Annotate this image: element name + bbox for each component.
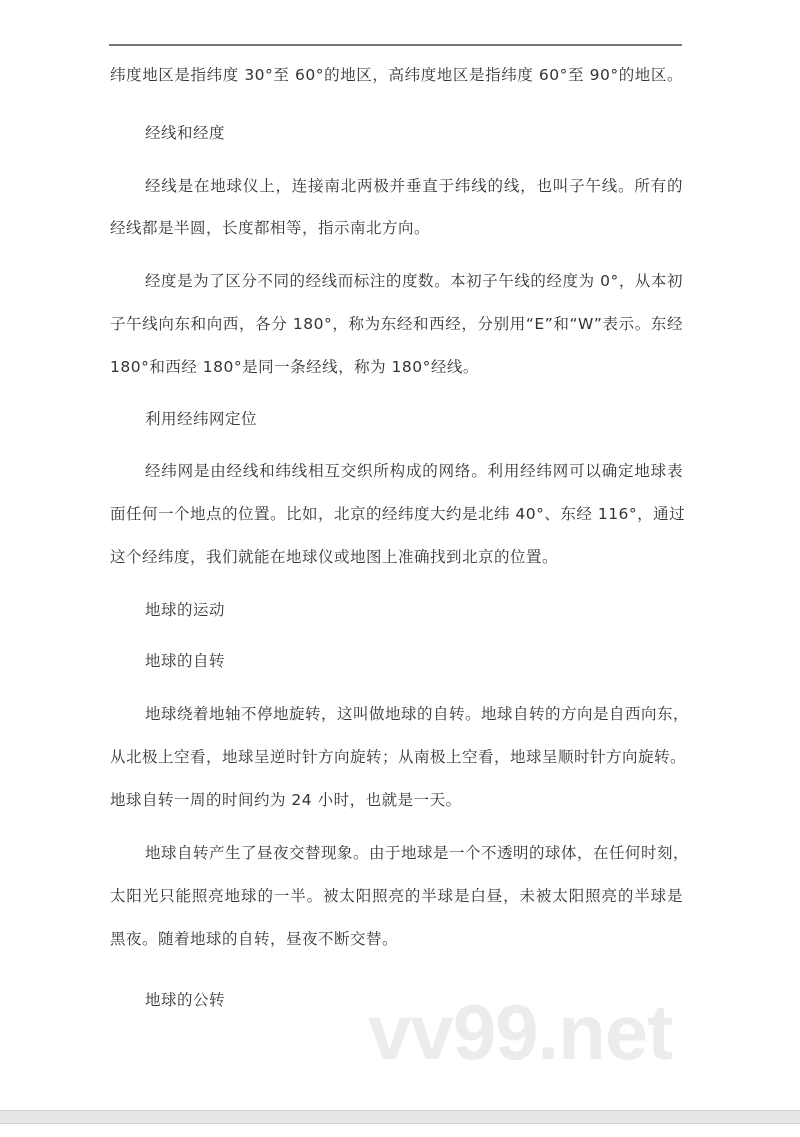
paragraph-line: 180°和西经 180°是同一条经线，称为 180°经线。 — [110, 358, 479, 376]
paragraph-line: 经纬网是由经线和纬线相互交织所构成的网络。利用经纬网可以确定地球表 — [145, 462, 683, 480]
section-heading: 地球的公转 — [145, 991, 226, 1009]
paragraph-line: 面任何一个地点的位置。比如，北京的经纬度大约是北纬 40°、东经 116°，通过 — [110, 505, 686, 523]
paragraph-line: 地球绕着地轴不停地旋转，这叫做地球的自转。地球自转的方向是自西向东， — [145, 705, 690, 723]
paragraph-line: 经度是为了区分不同的经线而标注的度数。本初子午线的经度为 0°，从本初 — [145, 272, 683, 290]
section-heading: 利用经纬网定位 — [145, 410, 258, 428]
paragraph-line: 地球自转一周的时间约为 24 小时，也就是一天。 — [110, 791, 462, 809]
header-rule — [109, 44, 682, 46]
section-heading: 地球的运动 — [145, 601, 226, 619]
paragraph-line: 太阳光只能照亮地球的一半。被太阳照亮的半球是白昼，未被太阳照亮的半球是 — [110, 887, 683, 905]
section-heading: 地球的自转 — [145, 652, 226, 670]
paragraph-line: 子午线向东和向西，各分 180°，称为东经和西经，分别用“E”和“W”表示。东经 — [110, 315, 683, 333]
paragraph-line: 经线都是半圆，长度都相等，指示南北方向。 — [110, 219, 431, 237]
paragraph-line: 纬度地区是指纬度 30°至 60°的地区，高纬度地区是指纬度 60°至 90°的地区。 — [110, 66, 683, 84]
paragraph-line: 从北极上空看，地球呈逆时针方向旋转；从南极上空看，地球呈顺时针方向旋转。 — [110, 748, 687, 766]
watermark: vv99.net — [368, 988, 673, 1076]
paragraph-line: 黑夜。随着地球的自转，昼夜不断交替。 — [110, 930, 399, 948]
paragraph-line: 这个经纬度，我们就能在地球仪或地图上准确找到北京的位置。 — [110, 548, 559, 566]
page-separator — [0, 1110, 800, 1124]
paragraph-line: 经线是在地球仪上，连接南北两极并垂直于纬线的线，也叫子午线。所有的 — [145, 177, 683, 195]
section-heading: 经线和经度 — [145, 124, 226, 142]
paragraph-line: 地球自转产生了昼夜交替现象。由于地球是一个不透明的球体，在任何时刻， — [145, 844, 690, 862]
